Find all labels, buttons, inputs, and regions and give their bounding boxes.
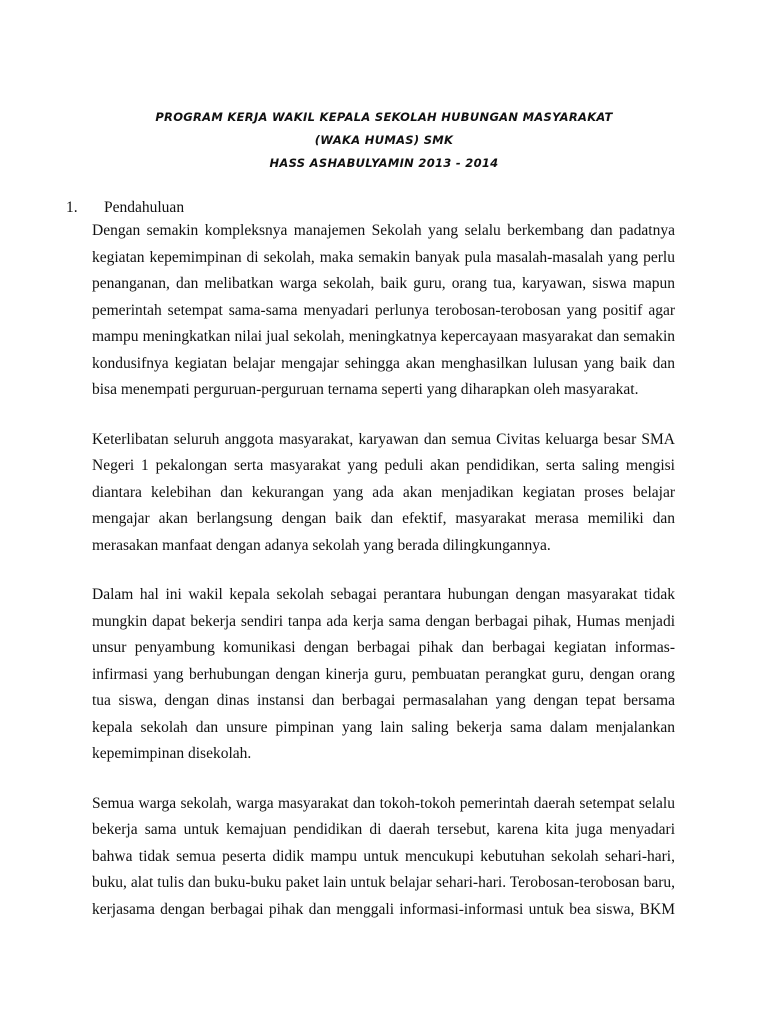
paragraph-line: buku, alat tulis dan buku-buku paket lain untuk belajar sehari-hari. Terobosan-terobosan baru, (92, 874, 675, 891)
paragraph-line: pemerintah setempat sama-sama menyadari perlunya terobosan-terobosan yang positif agar (92, 301, 675, 319)
paragraph-4 (92, 791, 675, 924)
paragraph-line: Dengan semakin kompleksnya manajemen Sekolah yang selalu berkembang dan padatnya (92, 222, 675, 239)
paragraph-line: bahwa tidak semua peserta didik mampu untuk mencukupi kebutuhan sekolah sehari-hari, (92, 847, 675, 865)
document-body (92, 218, 675, 946)
paragraph-line: merasakan manfaat dengan adanya sekolah yang berada dilingkungannya. (92, 536, 551, 554)
paragraph-line: kondusifnya kegiatan belajar mengajar sehingga akan menghasilkan lulusan yang baik dan (92, 354, 675, 372)
paragraph-line: unsur penyambung komunikasi dengan berbagai pihak dan berbagai kegiatan informas- (92, 639, 675, 656)
paragraph-1 (92, 218, 675, 404)
section-heading (66, 198, 184, 218)
paragraph-line: diantara kelebihan dan kekurangan yang ada akan menjadikan kegiatan proses belajar (92, 483, 675, 501)
paragraph-line: penanganan, dan melibatkan warga sekolah, baik guru, orang tua, karyawan, siswa mapun (92, 275, 675, 292)
section-number: 1. (66, 199, 78, 216)
paragraph-line: kepemimpinan disekolah. (92, 745, 252, 762)
paragraph-line: tua siswa, dengan dinas instansi dan berbagai permasalahan yang dengan tepat bersama (92, 692, 675, 709)
title-line-2: (WAKA HUMAS) SMK (314, 133, 454, 147)
paragraph-line: mengajar akan berlangsung dengan baik dan efektif, masyarakat merasa memiliki dan (92, 510, 675, 527)
paragraph-line: infirmasi yang berhubungan dengan kinerja guru, pembuatan perangkat guru, dengan orang (92, 665, 675, 683)
paragraph-line: Negeri 1 pekalongan serta masyarakat yang peduli akan pendidikan, serta saling mengisi (92, 457, 675, 474)
paragraph-line: mampu meningkatkan nilai jual sekolah, meningkatnya kepercayaan masyarakat dan semakin (92, 328, 675, 345)
title-line-3: HASS ASHABULYAMIN 2013 - 2014 (269, 156, 499, 170)
paragraph-line: kerjasama dengan berbagai pihak dan menggali informasi-informasi untuk bea siswa, BKM (92, 900, 675, 918)
paragraph-line: bekerja sama untuk kemajuan pendidikan di daerah tersebut, karena kita juga menyadari (92, 821, 675, 838)
title-line-1: PROGRAM KERJA WAKIL KEPALA SEKOLAH HUBUNGAN MASYARAKAT (155, 110, 613, 124)
paragraph-line: kegiatan kepemimpinan di sekolah, maka semakin banyak pula masalah-masalah yang perlu (92, 248, 675, 266)
paragraph-line: Keterlibatan seluruh anggota masyarakat, karyawan dan semua Civitas keluarga besar SMA (92, 430, 675, 448)
section-title: Pendahuluan (104, 199, 185, 216)
paragraph-3 (92, 582, 675, 768)
paragraph-line: kepala sekolah dan unsure pimpinan yang lain saling bekerja sama dalam menjalankan (92, 718, 675, 736)
paragraph-2 (92, 427, 675, 560)
paragraph-line: Dalam hal ini wakil kepala sekolah sebagai perantara hubungan dengan masyarakat tidak (92, 586, 675, 603)
paragraph-line: bisa menempati perguruan-perguruan ternama seperti yang diharapkan oleh masyarakat. (92, 381, 639, 398)
document-title (0, 106, 768, 175)
paragraph-line: mungkin dapat bekerja sendiri tanpa ada kerja sama dengan berbagai pihak, Humas menjadi (92, 612, 675, 630)
paragraph-line: Semua warga sekolah, warga masyarakat dan tokoh-tokoh pemerintah daerah setempat selalu (92, 794, 675, 812)
